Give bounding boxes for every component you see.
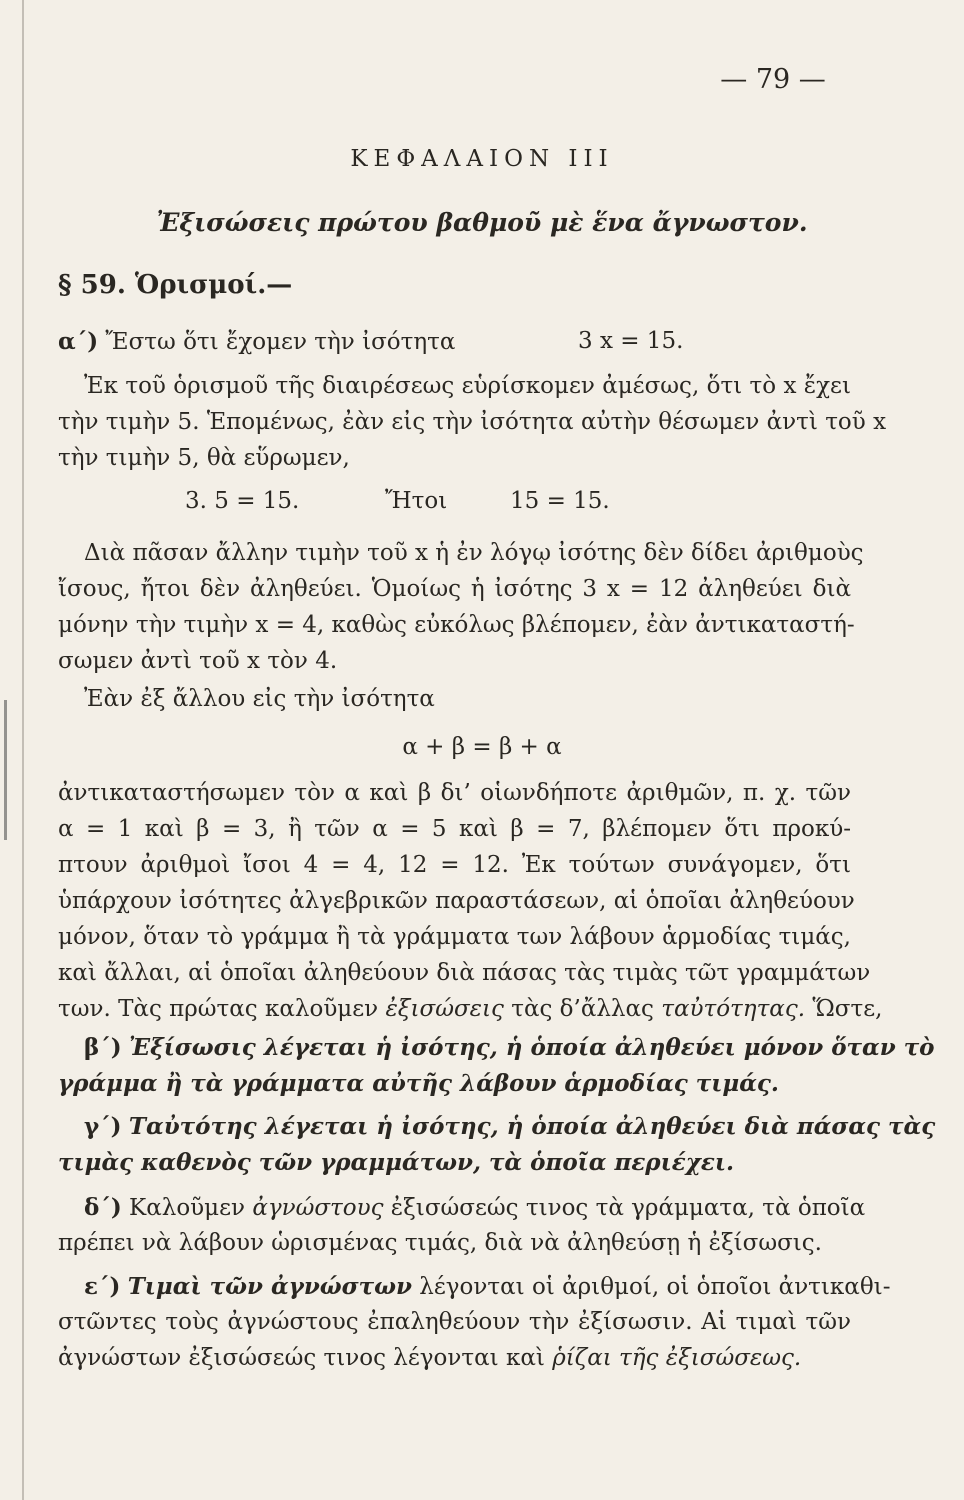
paragraph-line: Διὰ πᾶσαν ἄλλην τιμὴν τοῦ x ἡ ἐν λόγῳ ἰσότης δὲν δίδει ἀριθμοὺς [84,540,864,566]
paragraph-line: τὴν τιμὴν 5, θὰ εὕρωμεν, [58,445,350,471]
chapter-subtitle: Ἐξισώσεις πρώτου βαθμοῦ μὲ ἕνα ἄγνωστον. [156,208,808,237]
paragraph-line: στῶντες τοὺς ἀγνώστους ἐπαληθεύουν τὴν ἐξίσωσιν. Αἱ τιμαὶ τῶν [58,1309,851,1335]
paragraph-line [58,1347,851,1370]
item-label: α΄) [58,328,99,355]
page-number: — 79 — [720,64,826,95]
paragraph-line [58,996,883,1022]
term: ῥίζαι τῆς ἐξισώσεως. [552,1345,802,1371]
definition-line: τιμὰς καθενὸς τῶν γραμμάτων, τὰ ὁποῖα περιέχει. [58,1149,734,1176]
definition-text: Ταὐτότης λέγεται ἡ ἰσότης, ἡ ὁποία ἀληθεύει διὰ πάσας τὰς [128,1113,936,1140]
paragraph-line: πτουν ἀριθμοὶ ἴσοι 4 = 4, 12 = 12. Ἐκ τούτων συνάγομεν, ὅτι [58,852,851,878]
term: ἐξισώσεις [385,996,504,1022]
paragraph-line: ἀντικαταστήσωμεν τὸν α καὶ β δι’ οἱωνδήποτε ἀριθμῶν, π. χ. τῶν [58,780,851,806]
paragraph-line: μόνον, ὅταν τὸ γράμμα ἢ τὰ γράμματα των λάβουν ἁρμοδίας τιμάς, [58,924,851,950]
paragraph-line: σωμεν ἀντὶ τοῦ x τὸν 4. [58,648,338,674]
definition-line: γράμμα ἢ τὰ γράμματα αὐτῆς λάβουν ἁρμοδίας τιμάς. [58,1070,779,1097]
text-run: ἀγνώστων ἐξισώσεώς τινος λέγονται καὶ [58,1345,545,1371]
equation: 3 x = 15. [578,328,684,354]
item-label: γ΄) [84,1113,122,1140]
definition-line [84,1194,866,1221]
text-run: Ὥστε, [812,996,883,1022]
text-run: Ἤτοι [385,488,448,514]
equation: 3. 5 = 15. [185,488,300,514]
paragraph-line: καὶ ἄλλαι, αἱ ὁποῖαι ἀληθεύουν διὰ πάσας τὰς τιμὰς τῶτ γραμμάτων [58,960,871,986]
paragraph-line: Ἐὰν ἐξ ἄλλου εἰς τὴν ἰσότητα [84,686,435,712]
item-label: δ΄) [84,1194,122,1221]
item-label: β΄) [84,1034,122,1061]
text-run: λέγονται οἱ ἀριθμοί, οἱ ὁποῖοι ἀντικαθι- [419,1274,891,1300]
chapter-title: ΚΕΦΑΛΑΙΟΝ III [350,146,614,172]
paragraph-line: μόνην τὴν τιμὴν x = 4, καθὼς εὐκόλως βλέπομεν, ἐὰν ἀντικαταστή- [58,612,855,638]
text-run: τὰς δ’ἄλλας [511,996,654,1022]
paragraph-line: τὴν τιμὴν 5. Ἑπομένως, ἐὰν εἰς τὴν ἰσότητα αὐτὴν θέσωμεν ἀντὶ τοῦ x [58,409,887,435]
definition-line [84,1034,935,1061]
definition-line [84,1113,936,1140]
item-label: ε΄) [84,1273,121,1300]
definition-text: Ἐξίσωσις λέγεται ἡ ἰσότης, ἡ ὁποία ἀληθεύει μόνον ὅταν τὸ [128,1034,935,1061]
text-run: Καλοῦμεν [129,1195,246,1221]
term: ἀγνώστους [252,1195,384,1221]
paragraph-line: πρέπει νὰ λάβουν ὡρισμένας τιμάς, διὰ νὰ ἀληθεύσῃ ἡ ἐξίσωσις. [58,1230,822,1256]
paragraph-line: Ἐκ τοῦ ὁρισμοῦ τῆς διαιρέσεως εὑρίσκομεν ἀμέσως, ὅτι τὸ x ἔχει [84,373,851,399]
equation: 15 = 15. [510,488,610,514]
section-heading: § 59. Ὁρισμοί.— [58,270,293,300]
paragraph-line: ὑπάρχουν ἰσότητες ἀλγεβρικῶν παραστάσεων, αἱ ὁποῖαι ἀληθεύουν [58,888,855,914]
text-run: Ἔστω ὅτι ἔχομεν τὴν ἰσότητα [105,329,456,355]
paragraph-line: ἴσους, ἤτοι δὲν ἀληθεύει. Ὁμοίως ἡ ἰσότης 3 x = 12 ἀληθεύει διὰ [58,576,851,602]
term: Τιμαὶ τῶν ἀγνώστων [127,1273,412,1300]
equation-line: α + β = β + α [402,734,562,760]
term: ταὐτότητας. [661,996,806,1022]
paragraph-line [58,330,851,354]
text-run: ἐξισώσεώς τινος τὰ γράμματα, τὰ ὁποῖα [390,1195,866,1221]
binding-mark [4,700,7,840]
text-run: των. Τὰς πρώτας καλοῦμεν [58,996,379,1022]
paragraph-line: α = 1 καὶ β = 3, ἢ τῶν α = 5 καὶ β = 7, βλέπομεν ὅτι προκύ- [58,816,851,842]
definition-line [84,1273,891,1300]
